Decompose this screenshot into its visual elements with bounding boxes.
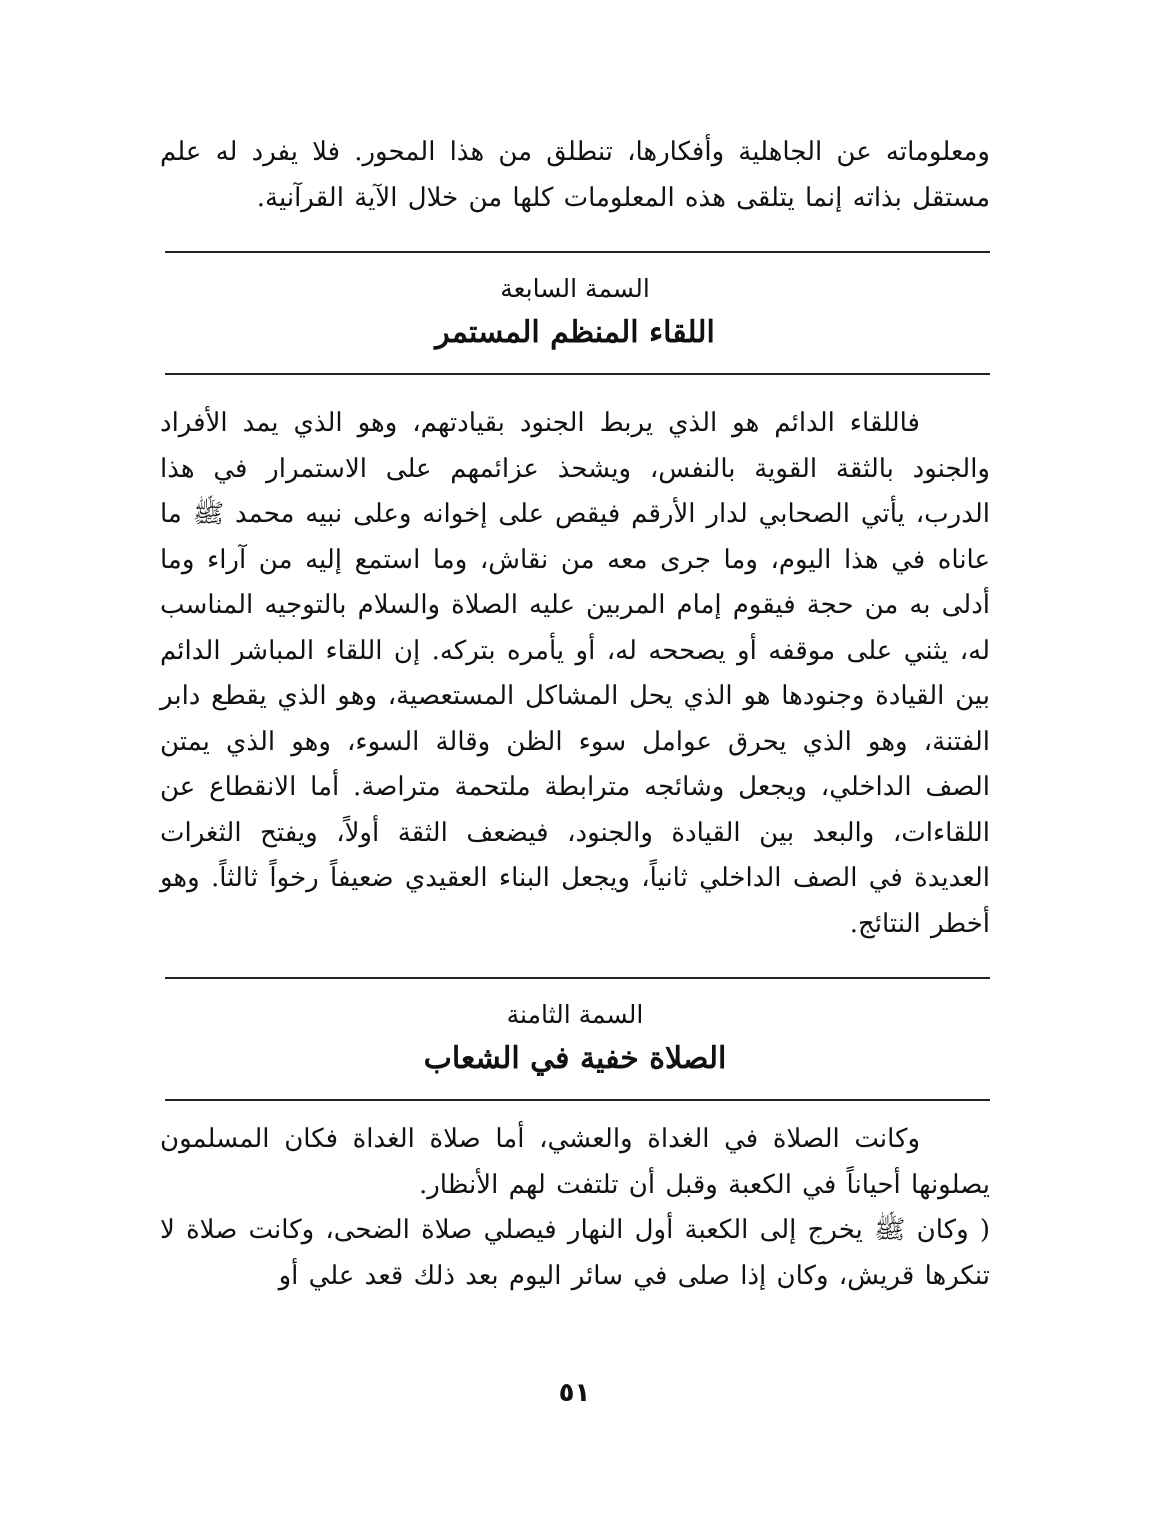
section8-paragraph-1: وكانت الصلاة في الغداة والعشي، أما صلاة الغداة فكان المسلمون يصلونها أحياناً في الكعبة وقبل أن تلتفت لهم الأنظار.	[160, 1124, 990, 1200]
section8-title: الصلاة خفية في الشعاب	[423, 1041, 727, 1076]
intro-paragraph: ومعلوماته عن الجاهلية وأفكارها، تنطلق من هذا المحور. فلا يفرد له علم مستقل بذاته إنما يتلقى هذه المعلومات كلها من خلال الآية القرآنية.	[160, 137, 990, 213]
section7-body: فاللقاء الدائم هو الذي يربط الجنود بقيادتهم، وهو الذي يمد الأفراد والجنود بالثقة القوية بالنفس، ويشحذ عزائمهم على الاستمرار في هذا الدرب، يأتي الصحابي لدار الأرقم فيقص على إخوانه وعلى نبيه محمد ﷺ ما عاناه في هذا اليوم، وما جرى معه من نقاش، وما استمع إليه من آراء وما أدلى به من حجة فيقوم إمام المربين عليه الصلاة والسلام بالتوجيه المناسب له، يثني على موقفه أو يصححه له، أو يأمره بتركه. إن اللقاء المباشر الدائم بين القيادة وجنودها هو الذي يحل المشاكل المستعصية، وهو الذي يقطع دابر الفتنة، وهو الذي يحرق عوامل سوء الظن وقالة السوء، وهو الذي يمتن الصف الداخلي، ويجعل وشائجه مترابطة ملتحمة متراصة. أما الانقطاع عن اللقاءات، والبعد بين القيادة والجنود، فيضعف الثقة أولاً، ويفتح الثغرات العديدة في الصف الداخلي ثانياً، ويجعل البناء العقيدي ضعيفاً رخواً ثالثاً. وهو أخطر النتائج.	[160, 408, 990, 939]
page-number: ٥١	[558, 1378, 591, 1408]
section8-heading	[160, 995, 990, 1083]
document-page	[160, 130, 990, 1430]
section8-label: السمة الثامنة	[506, 1000, 644, 1029]
section7-label: السمة السابعة	[500, 274, 650, 303]
section8-paragraph-2: ( وكان ﷺ يخرج إلى الكعبة أول النهار فيصلي صلاة الضحى، وكانت صلاة لا تنكرها قريش، وكان إذا صلى في سائر اليوم بعد ذلك قعد علي أو	[160, 1215, 990, 1291]
section7-title: اللقاء المنظم المستمر	[435, 315, 715, 350]
section7-heading	[160, 269, 990, 357]
